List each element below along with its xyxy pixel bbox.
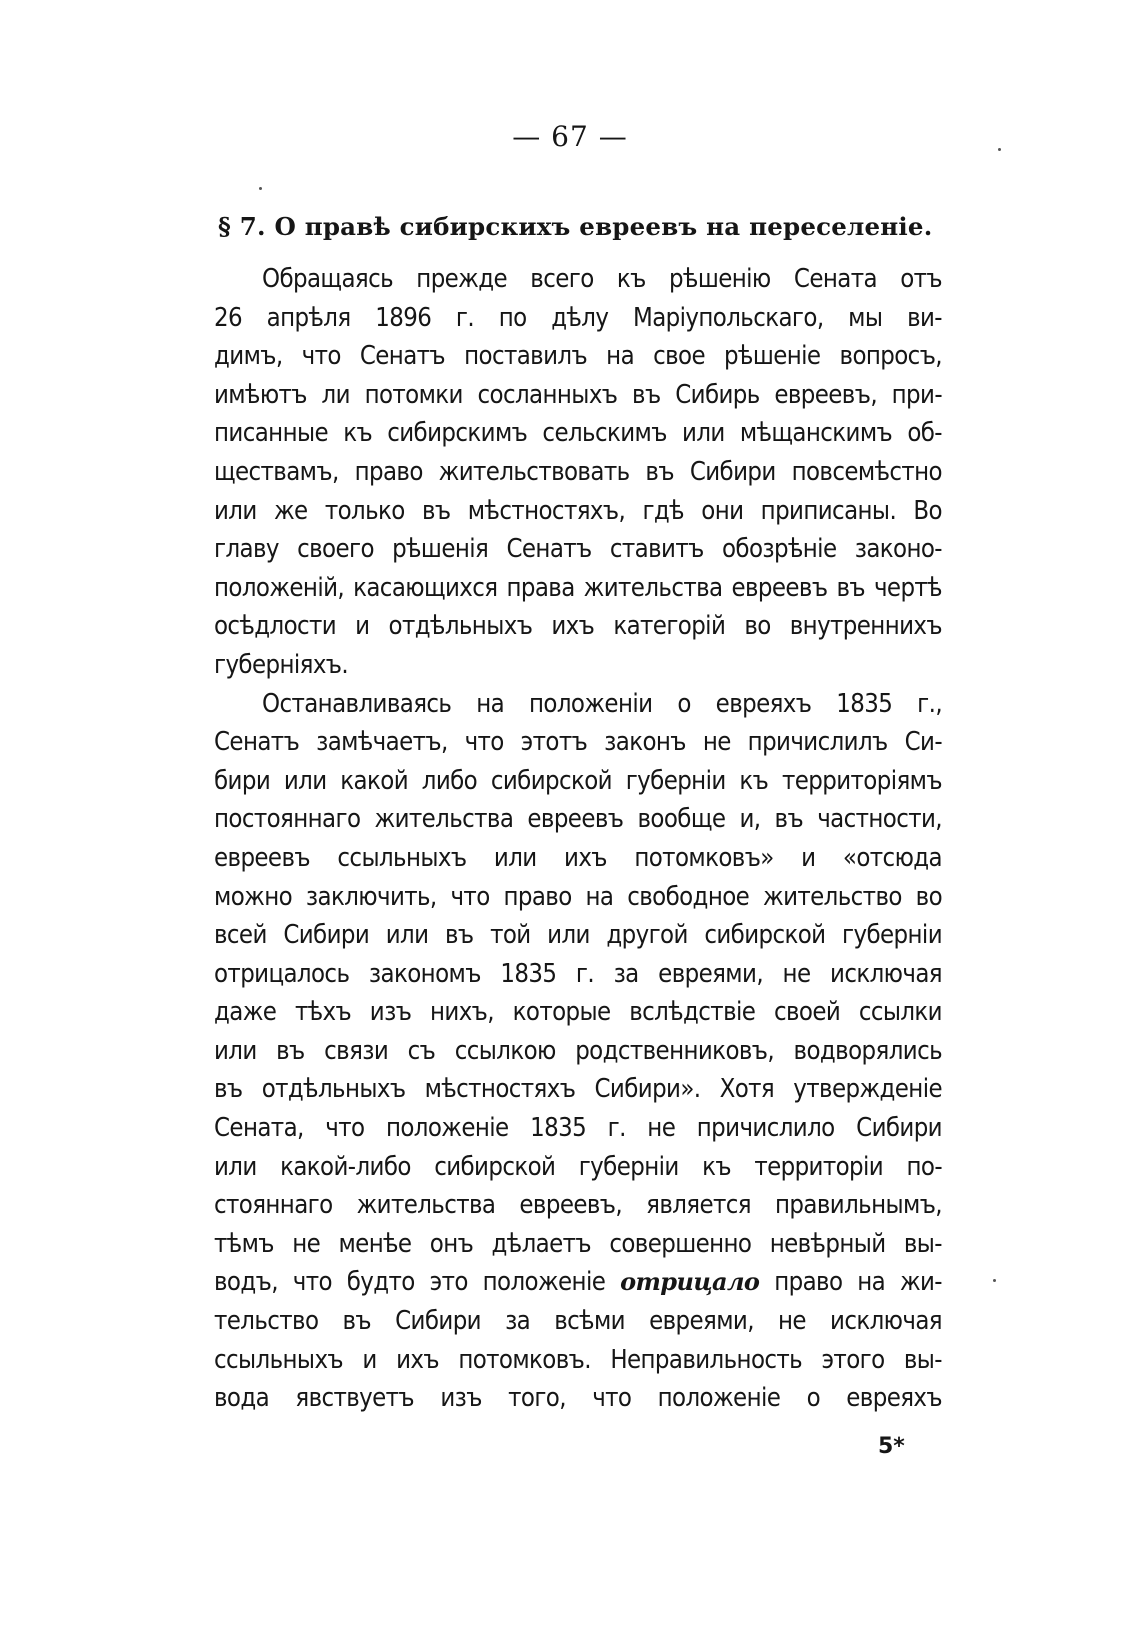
text-line: ществамъ, право жительствовать въ Сибири повсемѣстно: [214, 456, 942, 487]
text-line: Обращаясь прежде всего къ рѣшенію Сената отъ: [262, 264, 942, 294]
text-line: Сенатъ замѣчаетъ, что этотъ законъ не причислилъ Си-: [214, 727, 942, 758]
text-line: 26 апрѣля 1896 г. по дѣлу Маріупольскаго, мы ви-: [214, 302, 942, 333]
text-line: всей Сибири или въ той или другой сибирской губерніи: [214, 920, 942, 951]
print-speck: [993, 1279, 996, 1282]
text-line: постояннаго жительства евреевъ вообще и, въ частности,: [214, 804, 942, 835]
text-line: даже тѣхъ изъ нихъ, которые вслѣдствіе своей ссылки: [214, 997, 942, 1028]
text-line: или же только въ мѣстностяхъ, гдѣ они приписаны. Во: [214, 495, 942, 526]
text-line: бири или какой либо сибирской губерніи къ территоріямъ: [214, 765, 942, 796]
text-line: главу своего рѣшенія Сенатъ ставитъ обозрѣніе законо-: [214, 534, 942, 565]
text-line: Сената, что положеніе 1835 г. не причислило Сибири: [214, 1113, 942, 1144]
text-segment: водъ, что будто это положеніе: [214, 1267, 621, 1298]
text-line: евреевъ ссыльныхъ или ихъ потомковъ» и «отсюда: [214, 842, 942, 873]
body-text: [214, 260, 942, 1418]
text-line-with-emphasis: [214, 1263, 942, 1302]
text-line: стояннаго жительства евреевъ, является правильнымъ,: [214, 1190, 942, 1221]
page-number: — 67 —: [512, 120, 628, 153]
text-line: тельство въ Сибири за всѣми евреями, не исключая: [214, 1306, 942, 1337]
text-line: димъ, что Сенатъ поставилъ на свое рѣшеніе вопросъ,: [214, 341, 942, 372]
print-speck: [259, 187, 262, 190]
text-line: или какой-либо сибирской губерніи къ территоріи по-: [214, 1151, 942, 1182]
section-heading: § 7. О правѣ сибирскихъ евреевъ на переселеніе.: [218, 212, 933, 241]
text-line: имѣютъ ли потомки сосланныхъ въ Сибирь евреевъ, при-: [214, 379, 942, 410]
signature-mark: 5*: [878, 1434, 905, 1459]
text-line: вода явствуетъ изъ того, что положеніе о евреяхъ: [214, 1383, 942, 1414]
text-line: осѣдлости и отдѣльныхъ ихъ категорій во внутреннихъ: [214, 611, 942, 642]
text-line: положеній, касающихся права жительства евреевъ въ чертѣ: [214, 572, 942, 603]
text-line: можно заключить, что право на свободное жительство во: [214, 881, 942, 912]
text-line: или въ связи съ ссылкою родственниковъ, водворялись: [214, 1035, 942, 1066]
text-segment: право на жи-: [759, 1267, 942, 1298]
text-line: въ отдѣльныхъ мѣстностяхъ Сибири». Хотя утвержденіе: [214, 1074, 942, 1105]
text-line: ссыльныхъ и ихъ потомковъ. Неправильность этого вы-: [214, 1344, 942, 1375]
text-line: губерніяхъ.: [214, 649, 349, 680]
print-speck: [998, 148, 1001, 151]
text-line: писанные къ сибирскимъ сельскимъ или мѣщанскимъ об-: [214, 418, 942, 449]
emphasized-word: отрицало: [620, 1267, 760, 1297]
text-line: отрицалось закономъ 1835 г. за евреями, не исключая: [214, 958, 942, 989]
text-line: тѣмъ не менѣе онъ дѣлаетъ совершенно невѣрный вы-: [214, 1228, 942, 1259]
text-line: Останавливаясь на положеніи о евреяхъ 1835 г.,: [262, 688, 942, 719]
